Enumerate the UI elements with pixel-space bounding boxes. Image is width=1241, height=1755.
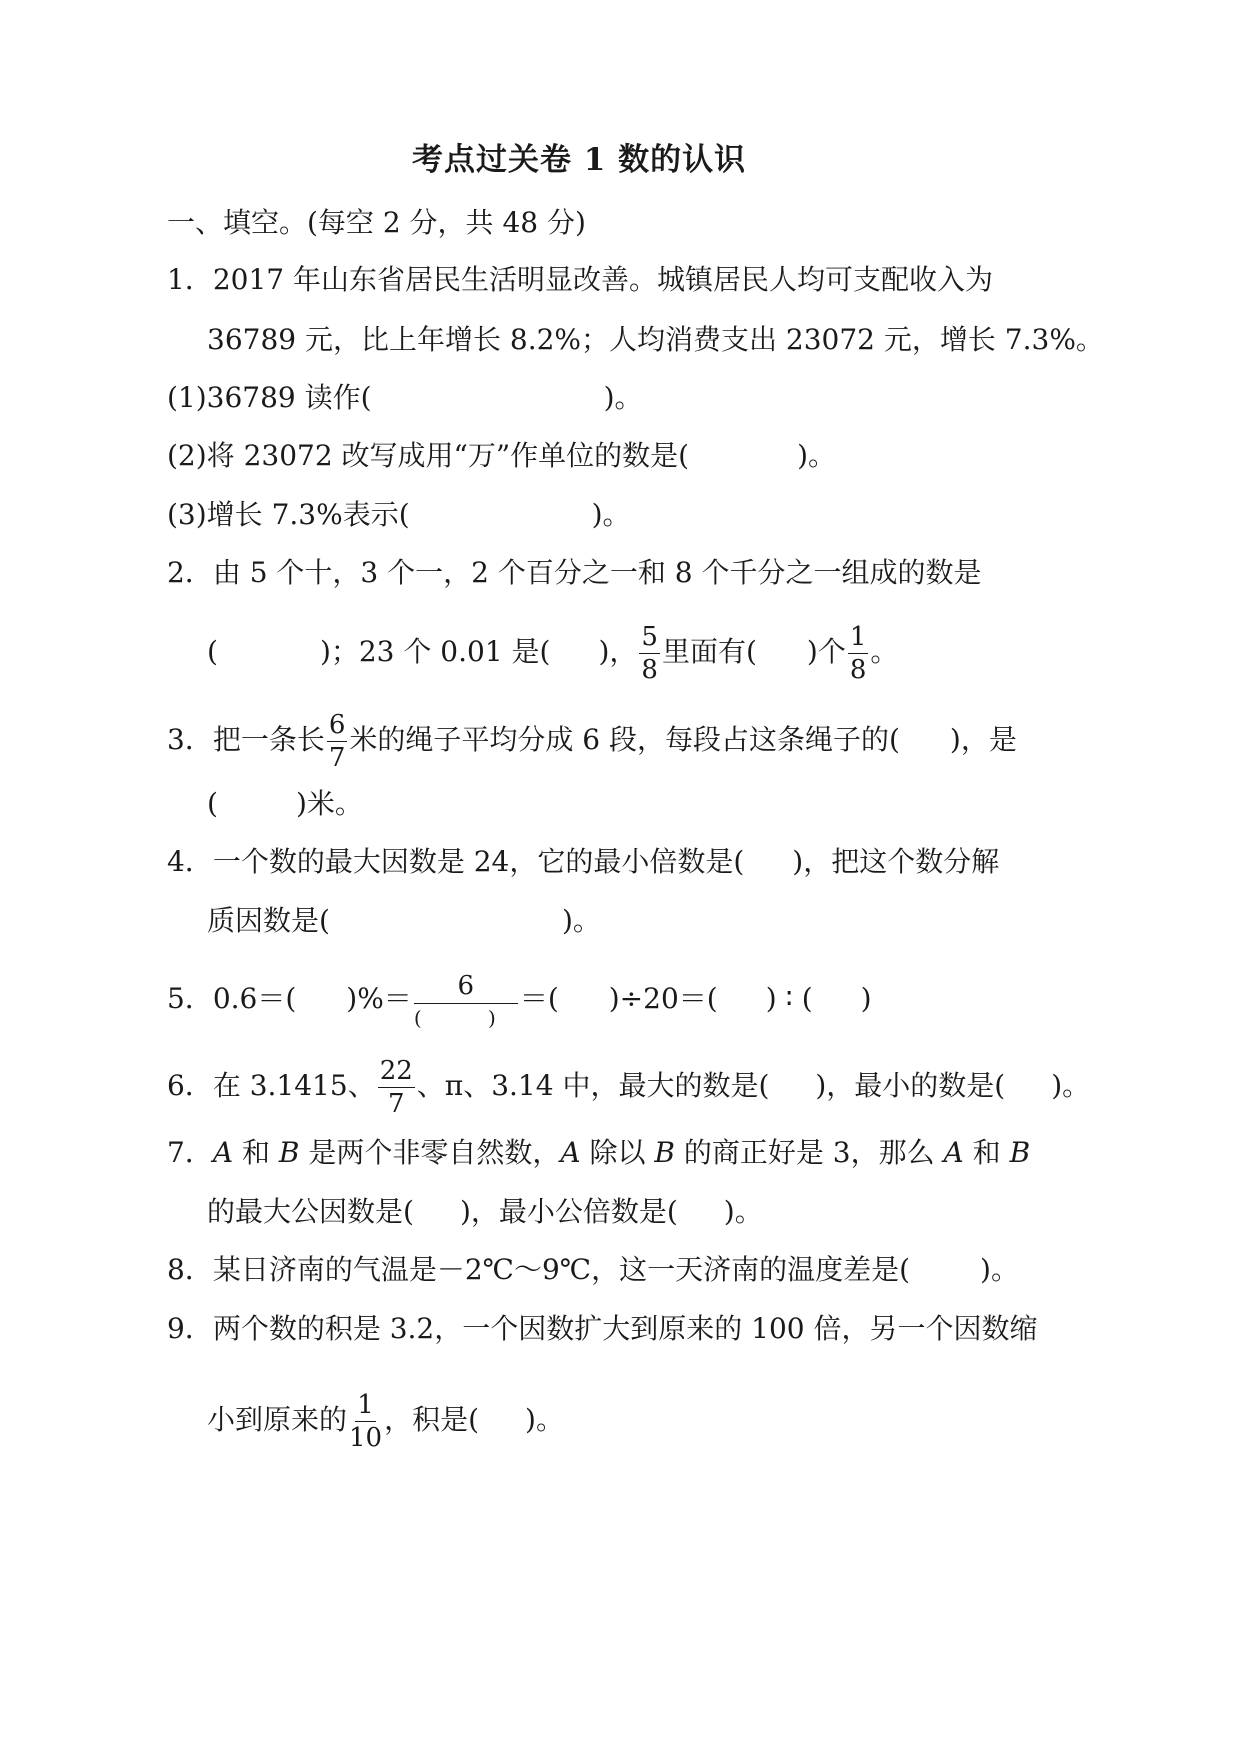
q6-d: )。 [1051, 1069, 1091, 1102]
q2-l2d: 里面有( [661, 635, 757, 668]
q4-l2a: 质因数是( [207, 904, 330, 937]
q9-line2 [207, 1392, 564, 1451]
q4-l1a: 4．一个数的最大因数是 24，它的最小倍数是( [167, 845, 745, 878]
fraction-one-tenth [349, 1392, 382, 1451]
section-heading: 一、填空。(每空 2 分，共 48 分) [167, 206, 586, 239]
q3-line1 [167, 712, 1017, 771]
q2-l2e: )个 [806, 635, 846, 668]
q3-l1c: )，是 [949, 723, 1017, 756]
variable-b: B [278, 1136, 300, 1169]
q7-l2c: )。 [723, 1195, 763, 1228]
fraction-one-eighth [848, 624, 869, 683]
fraction-numerator: 6 [414, 973, 518, 1004]
q6-a: 6．在 3.1415、 [167, 1069, 376, 1102]
q7-line2 [207, 1194, 763, 1230]
q1-sub1-end: )。 [603, 381, 643, 414]
q8-a: 8．某日济南的气温是－2℃～9℃，这一天济南的温度差是( [167, 1253, 911, 1286]
q5-line [167, 973, 872, 1028]
q3-l2a: ( [207, 787, 218, 820]
q7-num: 7． [167, 1136, 213, 1169]
q9-l2b: ，积是( [384, 1403, 480, 1436]
q5-a: 5．0.6＝( [167, 982, 297, 1015]
q3-l1b: 米的绳子平均分成 6 段，每段占这条绳子的( [349, 723, 900, 756]
fraction-denominator: 8 [849, 655, 867, 685]
fraction-denominator: 8 [641, 655, 658, 685]
q4-l1b: )，把这个数分解 [792, 845, 1000, 878]
q7-t4: 的商正好是 3，那么 [674, 1136, 944, 1169]
variable-b: B [654, 1136, 675, 1169]
q4-line1 [167, 844, 999, 880]
q1-sub1-text: (1)36789 读作( [167, 381, 372, 414]
q8-line [167, 1252, 1019, 1288]
q1-sub2-text: (2)将 23072 改写成用“万”作单位的数是( [167, 439, 690, 472]
q1-sub1 [167, 380, 643, 416]
q9-line1: 9．两个数的积是 3.2，一个因数扩大到原来的 100 倍，另一个因数缩 [167, 1312, 1038, 1345]
q1-sub2-end: )。 [797, 439, 837, 472]
q4-line2 [207, 903, 601, 939]
q6-c: )，最小的数是( [815, 1069, 1006, 1102]
q1-line1: 1．2017 年山东省居民生活明显改善。城镇居民人均可支配收入为 [167, 263, 993, 296]
variable-a: A [560, 1136, 581, 1169]
q3-l1a: 3．把一条长 [167, 723, 325, 756]
fraction-denominator: 10 [349, 1423, 383, 1453]
q7-t1: 和 [233, 1136, 279, 1169]
q5-e: ) ∶ ( [765, 982, 813, 1015]
q1-line2: 36789 元，比上年增长 8.2%；人均消费支出 23072 元，增长 7.3%。 [207, 323, 1104, 356]
q5-c: ＝( [519, 982, 559, 1015]
q3-l2b: )米。 [295, 787, 363, 820]
fraction-denominator: 7 [387, 1089, 405, 1119]
q1-sub3 [167, 497, 631, 533]
q1-sub3-text: (3)增长 7.3%表示( [167, 498, 410, 531]
variable-a: A [943, 1136, 964, 1169]
fraction-numerator: 5 [641, 622, 658, 652]
q7-t3: 除以 [580, 1136, 655, 1169]
q4-l2b: )。 [561, 904, 601, 937]
q7-l2a: 的最大公因数是( [207, 1195, 414, 1228]
q9-l2a: 小到原来的 [207, 1403, 348, 1436]
q2-line1: 2．由 5 个十，3 个一，2 个百分之一和 8 个千分之一组成的数是 [167, 556, 982, 589]
fraction-denominator: 7 [328, 743, 346, 773]
fraction-numerator: 22 [379, 1056, 413, 1086]
q5-d: )÷20＝( [608, 982, 718, 1015]
variable-a: A [212, 1136, 234, 1169]
q1-sub3-end: )。 [591, 498, 631, 531]
fraction-numerator: 6 [328, 710, 346, 740]
fraction-twentytwo-sevenths [378, 1058, 415, 1117]
fraction-six-sevenths [327, 712, 348, 771]
q5-f: ) [860, 982, 872, 1015]
q3-line2 [207, 786, 363, 822]
q2-l2a: ( [207, 635, 218, 668]
q6-line [167, 1058, 1090, 1117]
q7-l2b: )，最小公倍数是( [459, 1195, 678, 1228]
q2-l2b: )；23 个 0.01 是( [319, 635, 551, 668]
fraction-numerator: 1 [357, 1390, 374, 1420]
q2-line2 [207, 624, 898, 683]
q7-line1 [167, 1135, 1030, 1171]
variable-b: B [1009, 1136, 1031, 1169]
fraction-denominator-blank[interactable]: ( ) [413, 1006, 526, 1030]
q7-t5: 和 [963, 1136, 1010, 1169]
q6-b: 、π、3.14 中，最大的数是( [416, 1069, 770, 1102]
q5-b: )%＝ [346, 982, 412, 1015]
fraction-five-eighths [639, 624, 660, 683]
fraction-numerator: 1 [849, 622, 867, 652]
page-title: 考点过关卷 1 数的认识 [412, 142, 747, 178]
q8-b: )。 [980, 1253, 1019, 1286]
fraction-six-over-blank [413, 971, 526, 1030]
q2-l2f: 。 [870, 635, 899, 668]
q9-l2c: )。 [525, 1403, 564, 1436]
q1-sub2 [167, 438, 836, 474]
q7-t2: 是两个非零自然数， [299, 1136, 561, 1169]
q2-l2c: )， [598, 635, 638, 668]
